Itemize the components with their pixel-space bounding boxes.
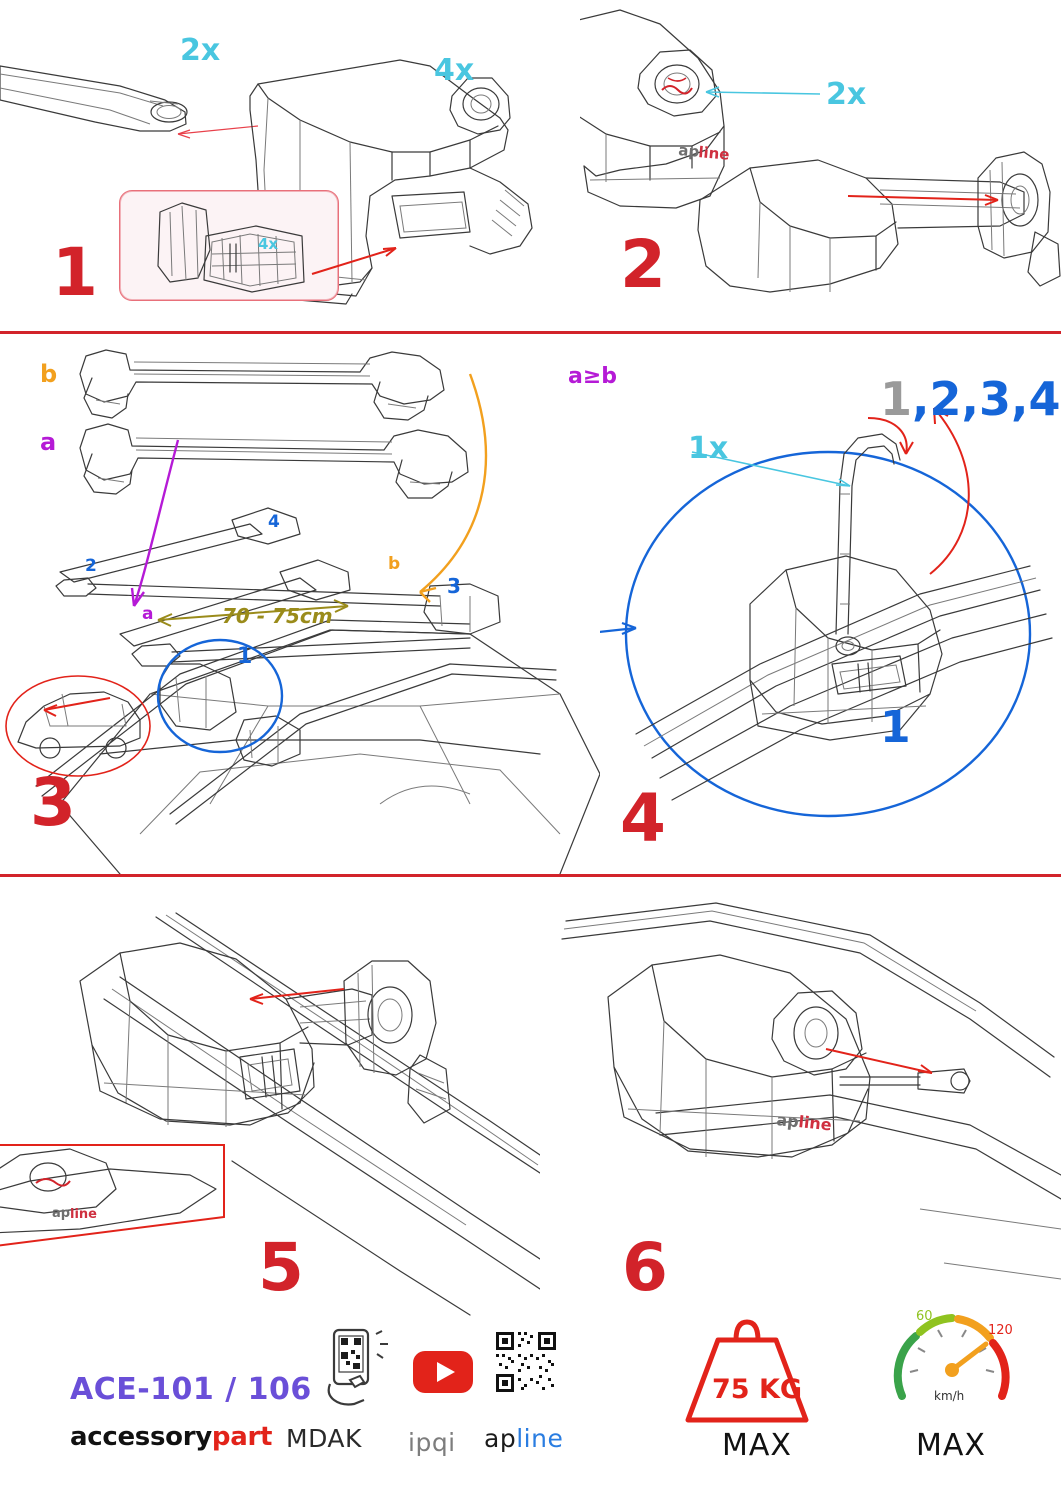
svg-text:line: line [697, 143, 731, 164]
label-roof-b: b [388, 554, 401, 574]
youtube-icon[interactable] [412, 1350, 474, 1394]
callout-4x-pad: 4x [258, 235, 279, 253]
label-bar-a: a [40, 428, 57, 456]
max-weight-icon [678, 1308, 816, 1426]
order-sequence-prefix: 1 [880, 372, 913, 426]
part-text: part [211, 1422, 273, 1452]
label-position-3: 3 [447, 574, 461, 598]
max-weight-label: MAX [722, 1428, 792, 1463]
label-bar-spacing: 70 - 75cm [222, 604, 333, 628]
svg-text:60: 60 [916, 1309, 933, 1324]
max-speed-gauge-icon [886, 1300, 1018, 1420]
step-6-panel [540, 877, 1061, 1317]
accessory-part-logo [70, 1422, 272, 1452]
step-number-5: 5 [258, 1229, 303, 1306]
step-number-3: 3 [30, 764, 75, 841]
label-order-1: 1 [880, 702, 911, 753]
step-2-panel [580, 0, 1061, 331]
callout-2x-lock: 2x [826, 77, 867, 112]
svg-text:ap: ap [677, 141, 701, 161]
product-code: ACE-101 / 106 [70, 1372, 312, 1407]
svg-text:line: line [797, 1112, 833, 1135]
phone-qr-scan-icon [320, 1328, 400, 1414]
step-number-6: 6 [622, 1229, 667, 1306]
label-position-2: 2 [85, 556, 97, 576]
accessory-text: accessory [70, 1422, 212, 1452]
step-5-panel [0, 877, 540, 1317]
svg-text:km/h: km/h [934, 1389, 965, 1403]
svg-text:ap: ap [775, 1110, 800, 1132]
label-position-1: 1 [237, 644, 253, 669]
svg-text:line: line [70, 1207, 97, 1222]
order-sequence-rest: ,2,3,4 [912, 372, 1061, 426]
svg-text:120: 120 [988, 1323, 1013, 1338]
label-bar-b: b [40, 360, 58, 388]
max-speed-label: MAX [916, 1428, 986, 1463]
step-number-4: 4 [620, 780, 665, 857]
brand-ipqi: ipqi [408, 1428, 456, 1457]
apline-part2: line [516, 1424, 564, 1453]
label-order-sequence [880, 372, 1061, 426]
callout-4x-foot: 4x [434, 53, 475, 88]
max-weight-value: 75 KG [712, 1374, 803, 1405]
step-3-panel [0, 334, 600, 874]
callout-1x-key: 1x [688, 431, 729, 466]
brand-mdak: MDAK [286, 1424, 362, 1453]
qr-code-icon [494, 1330, 558, 1394]
apline-part1: ap [484, 1424, 517, 1453]
svg-text:ap: ap [52, 1206, 71, 1221]
step-number-2: 2 [620, 226, 665, 303]
step-1-panel [0, 0, 580, 331]
step-6-illustration [540, 877, 1061, 1317]
step-number-1: 1 [52, 234, 97, 311]
label-roof-a: a [142, 604, 154, 624]
label-a-ge-b: a≥b [568, 364, 618, 389]
callout-2x-bar: 2x [180, 33, 221, 68]
label-position-4: 4 [268, 512, 280, 532]
brand-apline [484, 1424, 563, 1453]
